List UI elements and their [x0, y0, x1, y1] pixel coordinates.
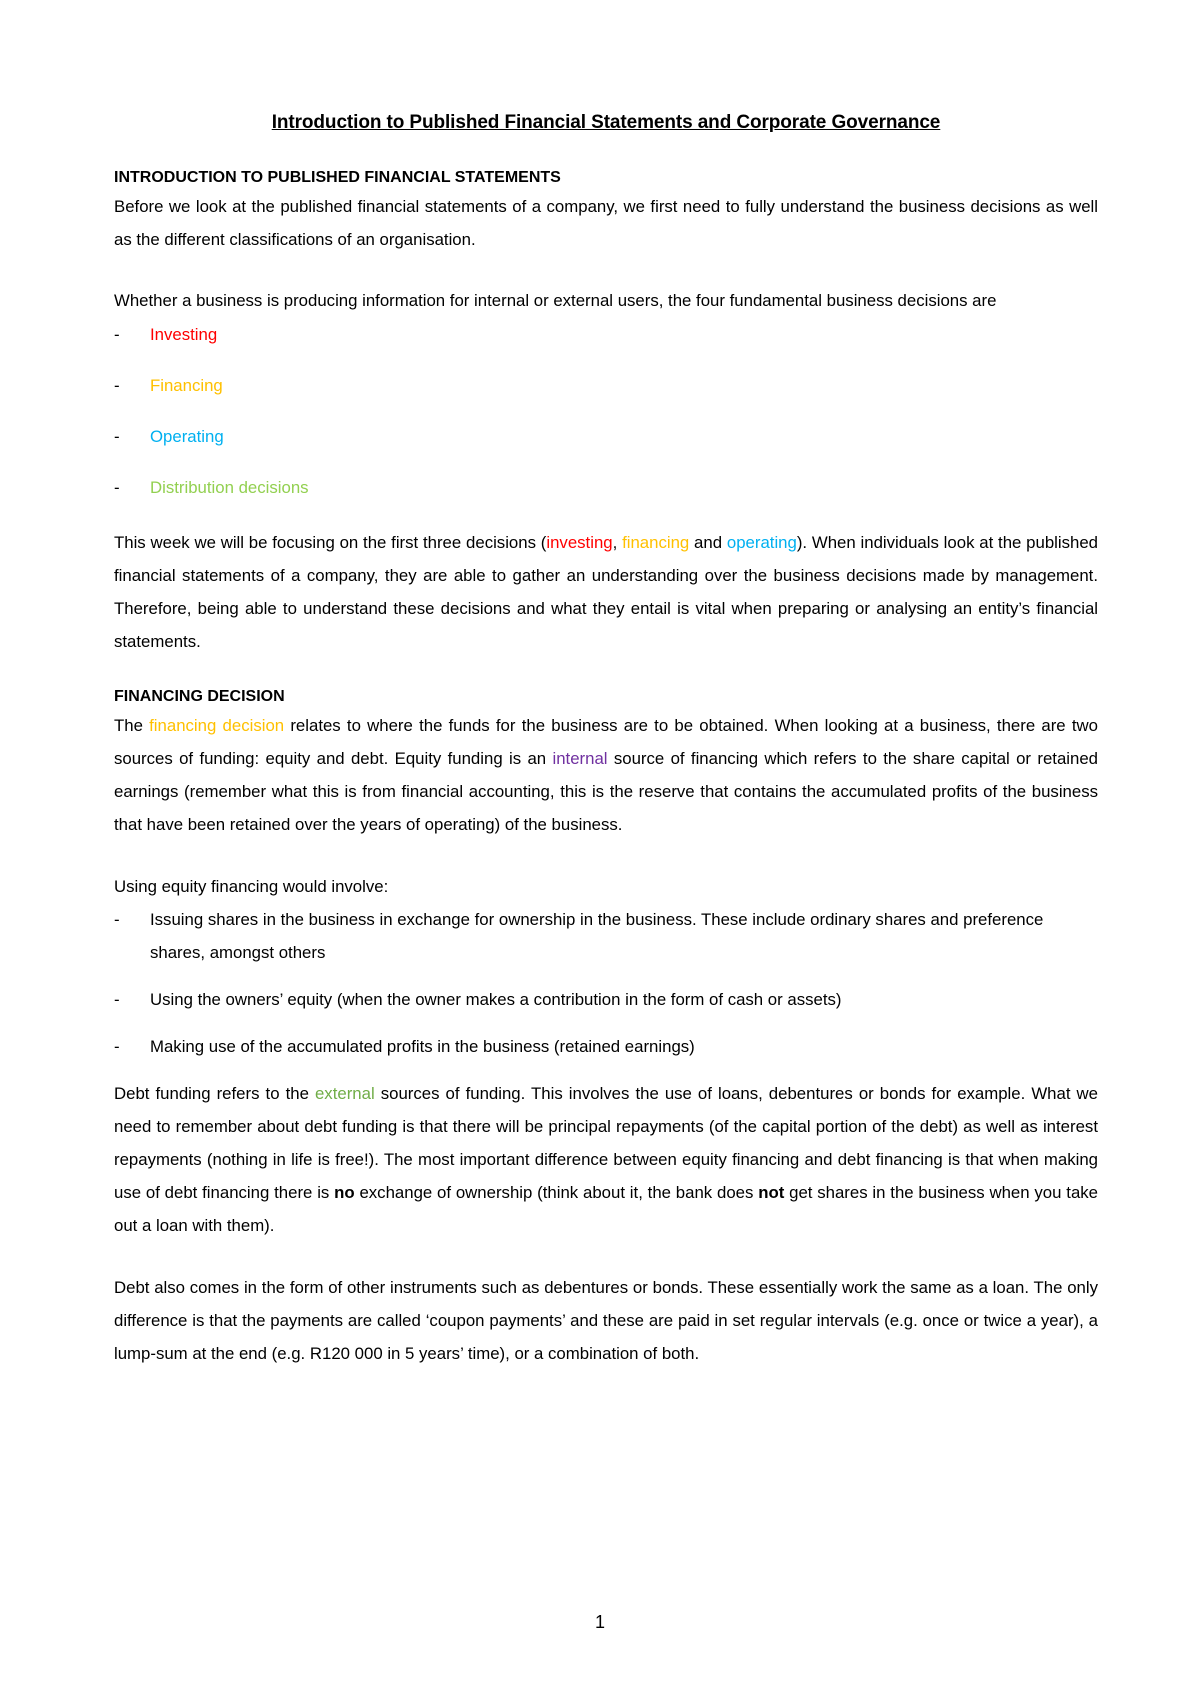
text-run: get shares in the business when you take out a loan with them).	[114, 1183, 1098, 1235]
list-item-financing	[114, 373, 1098, 398]
text-run: relates to where the funds for the business are to be obtained. When looking at a business, there are two sources of funding: equity and debt. Equity funding is an	[114, 716, 1098, 768]
text-run: and	[689, 533, 727, 552]
decision-distribution: Distribution decisions	[150, 478, 309, 497]
dash-bullet: -	[114, 478, 120, 497]
financing-paragraph-3	[114, 1077, 1098, 1242]
highlight-financing-decision: financing decision	[149, 716, 285, 735]
dash-bullet: -	[114, 990, 120, 1009]
document-title: Introduction to Published Financial Statements and Corporate Governance	[271, 112, 941, 133]
text-run: source of financing which refers to the share capital or retained earnings (remember what this is from financial accounting, this is the reserve that contains the accumulated profits of the business that have been retained over the years of operating) of the business.	[114, 749, 1099, 834]
equity-item-shares: Issuing shares in the business in exchange for ownership in the business. These include ordinary shares and preference shares, amongst others	[150, 910, 1044, 962]
list-item-investing	[114, 322, 1098, 347]
financing-paragraph-2: Using equity financing would involve:	[114, 877, 389, 896]
list-item	[114, 903, 1098, 969]
intro-paragraph-2: Whether a business is producing information for internal or external users, the four fundamental business decisions are	[114, 291, 997, 310]
spacer	[114, 658, 1098, 687]
list-item	[114, 1030, 1098, 1063]
highlight-external: external	[314, 1084, 375, 1103]
equity-list	[114, 903, 1098, 1063]
highlight-operating: operating	[726, 533, 797, 552]
decision-operating: Operating	[150, 427, 224, 446]
page-number: 1	[594, 1612, 605, 1632]
decision-financing: Financing	[150, 376, 223, 395]
highlight-investing: investing	[546, 533, 613, 552]
dash-bullet: -	[114, 325, 120, 344]
decision-investing: Investing	[150, 325, 218, 344]
dash-bullet: -	[114, 427, 120, 446]
intro-paragraph-1: Before we look at the published financial statements of a company, we first need to fully understand the business decisions as well as the different classifications of an organisation.	[114, 197, 1098, 249]
spacer	[114, 1242, 1098, 1271]
intro-paragraph-3	[114, 526, 1098, 658]
equity-item-owners: Using the owners’ equity (when the owner makes a contribution in the form of cash or assets)	[150, 990, 842, 1009]
text-run: exchange of ownership (think about it, the bank does	[354, 1183, 759, 1202]
text-run: ,	[612, 533, 623, 552]
dash-bullet: -	[114, 910, 120, 929]
list-item	[114, 983, 1098, 1016]
equity-item-profits: Making use of the accumulated profits in the business (retained earnings)	[150, 1037, 695, 1056]
text-run: Debt funding refers to the	[114, 1084, 315, 1103]
highlight-internal: internal	[552, 749, 608, 768]
emphasis-not: not	[758, 1183, 785, 1202]
decisions-list	[114, 322, 1098, 500]
highlight-financing: financing	[622, 533, 690, 552]
emphasis-no: no	[334, 1183, 355, 1202]
section-heading-intro: INTRODUCTION TO PUBLISHED FINANCIAL STATEMENTS	[114, 169, 561, 186]
list-item-distribution	[114, 475, 1098, 500]
text-run: This week we will be focusing on the first three decisions (	[114, 533, 547, 552]
section-heading-financing: FINANCING DECISION	[114, 688, 285, 705]
spacer	[114, 841, 1098, 870]
list-item-operating	[114, 424, 1098, 449]
text-run: ). When individuals look at the published financial statements of a company, they are able to gather an understanding over the business decisions made by management. Therefore, being able to understand these decisions and what they entail is vital when preparing or analysing an entity’s financial statements.	[114, 533, 1099, 651]
dash-bullet: -	[114, 376, 120, 395]
dash-bullet: -	[114, 1037, 120, 1056]
financing-paragraph-1	[114, 709, 1098, 841]
text-run: The	[114, 716, 150, 735]
text-run: sources of funding. This involves the use of loans, debentures or bonds for example. What we need to remember about debt funding is that there will be principal repayments (of the capital portion of the debt) as well as interest repayments (nothing in life is free!). The most important difference between equity financing and debt financing is that when making use of debt financing there is	[114, 1084, 1098, 1202]
spacer	[114, 256, 1098, 287]
financing-paragraph-4: Debt also comes in the form of other instruments such as debentures or bonds. These essentially work the same as a loan. The only difference is that the payments are called ‘coupon payments’ and these are paid in set regular intervals (e.g. once or twice a year), a lump-sum at the end (e.g. R120 000 in 5 years’ time), or a combination of both.	[114, 1278, 1098, 1363]
